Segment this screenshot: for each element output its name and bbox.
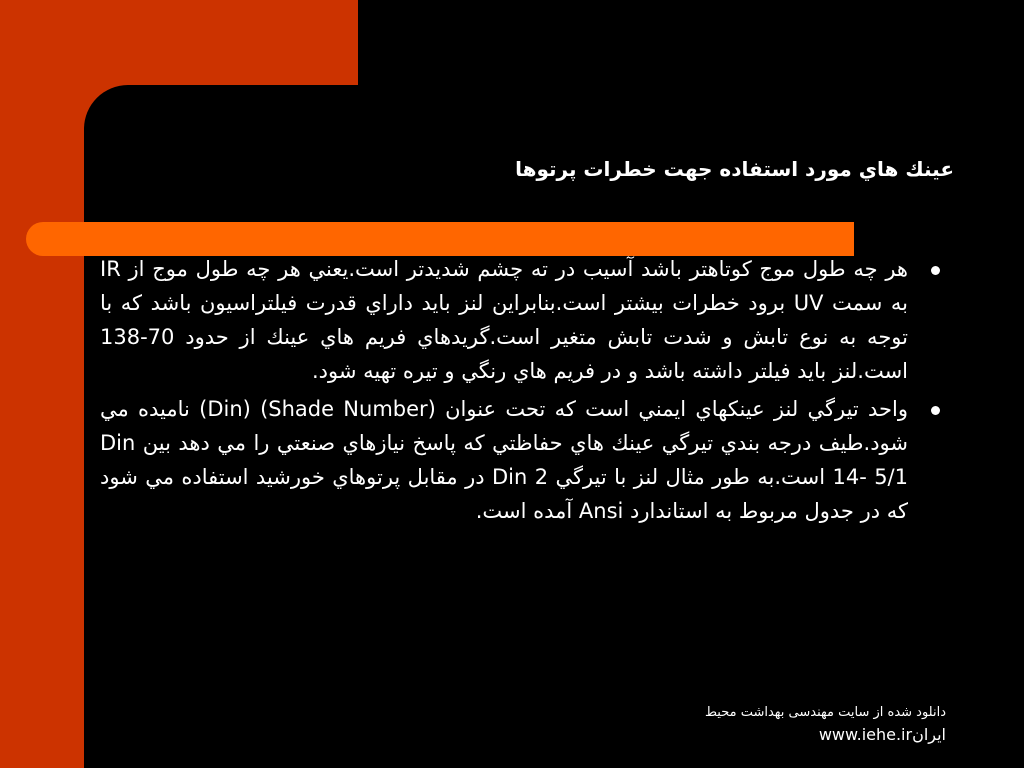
slide-title: عينك هاي مورد استفاده جهت خطرات پرتوها — [515, 157, 954, 181]
footer-credit — [626, 702, 946, 746]
bullet-text: واحد تيرگي لنز عينكهاي ايمني است كه تحت عنوان (Shade Number) (Din) ناميده مي شود.طيف درجه بندي تيرگي عينك هاي حفاظتي كه پاسخ نيازهاي صنعتي را مي دهد بين Din 14- 5/1 است.به طور مثال لنز با تيرگي Din 2 در مقابل پرتوهاي خورشيد استفاده مي شود كه در جدول مربوط به استاندارد Ansi آمده است. — [100, 397, 908, 523]
footer-source-text: دانلود شده از سایت مهندسی بهداشت محیط — [704, 705, 946, 720]
bullet-dot-icon — [931, 266, 940, 275]
footer-website-link[interactable]: ایرانwww.iehe.ir — [818, 725, 946, 744]
bullet-dot-icon — [931, 406, 940, 415]
bullet-item — [100, 392, 964, 528]
bullet-item — [100, 252, 964, 388]
bullet-list — [100, 252, 964, 532]
bullet-text: هر چه طول موج كوتاهتر باشد آسيب در ته چشم شديدتر است.يعني هر چه طول موج از IR به سمت UV برود خطرات بيشتر است.بنابراين لنز بايد داراي قدرت فيلتراسيون باشد كه با توجه به نوع تابش و شدت تابش متغير است.گريدهاي فريم هاي عينك از حدود 70-138 است.لنز بايد فيلتر داشته باشد و در فريم هاي رنگي و تيره تهيه شود. — [100, 257, 908, 383]
top-decoration-block — [358, 0, 1024, 85]
accent-bar — [26, 222, 854, 256]
